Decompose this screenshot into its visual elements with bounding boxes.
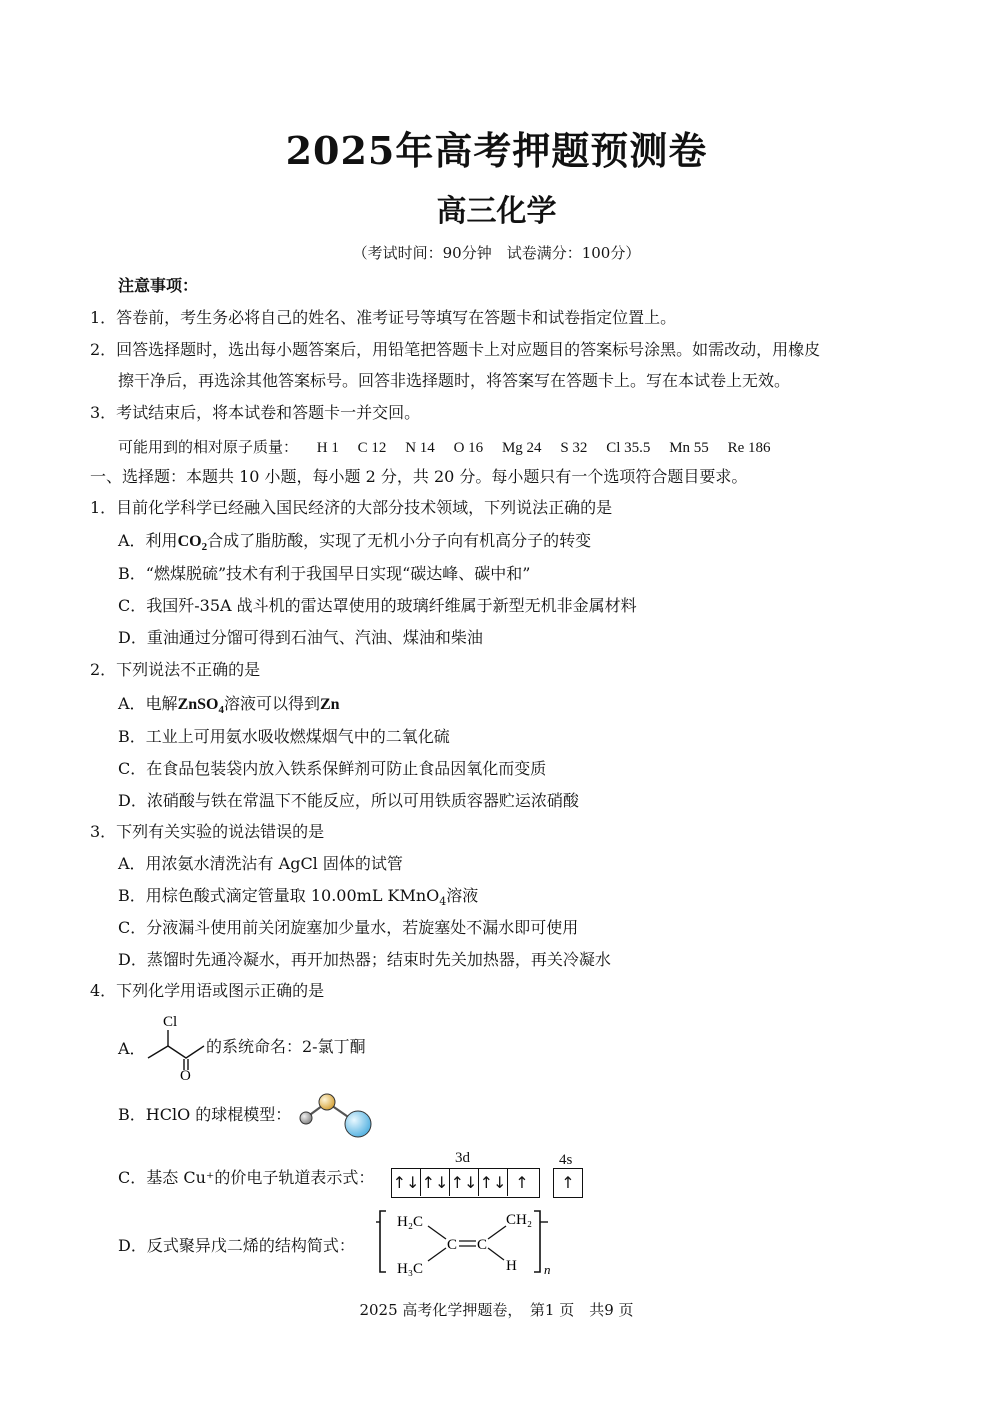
notes-heading: 注意事项： <box>118 276 199 295</box>
question-3-option-d: D．蒸馏时先通冷凝水，再开加热器；结束时先关加热器，再关冷凝水 <box>118 950 611 969</box>
ch2-label: CH₂ <box>506 1212 533 1228</box>
q2-a-prefix: A．电解 <box>118 694 178 713</box>
note-item-3: 3．考试结束后，将本试卷和答题卡一并交回。 <box>90 403 421 422</box>
question-2-option-d: D．浓硝酸与铁在常温下不能反应，所以可用铁质容器贮运浓硝酸 <box>118 791 579 810</box>
orbital-3d-1: ↑↓ <box>392 1169 421 1196</box>
orbital-label-4s: 4s <box>559 1152 573 1168</box>
orbital-3d-2: ↑↓ <box>421 1169 450 1196</box>
polyisoprene-structure <box>376 1208 562 1280</box>
orbital-3d-4: ↑↓ <box>479 1169 508 1196</box>
section-heading: 一、选择题：本题共 10 小题，每小题 2 分，共 20 分。每小题只有一个选项符合题目要求。 <box>90 467 748 486</box>
mass-c: C 12 <box>357 440 387 456</box>
q1-a-subscript: 2 <box>201 541 208 554</box>
q2-a-formula: ZnSO <box>177 696 219 713</box>
oxygen-label: O <box>180 1068 191 1082</box>
question-2-stem: 2．下列说法不正确的是 <box>90 660 261 679</box>
note-item-2: 2．回答选择题时，选出每小题答案后，用铅笔把答题卡上对应题目的答案标号涂黑。如需改动，用橡皮 <box>90 340 821 359</box>
note-item-1: 1．答卷前，考生务必将自己的姓名、准考证号等填写在答题卡和试卷指定位置上。 <box>90 308 677 327</box>
q2-a-formula-2: Zn <box>320 696 340 713</box>
question-1-option-c: C．我国歼-35A 战斗机的雷达罩使用的玻璃纤维属于新型无机非金属材料 <box>118 596 637 615</box>
q2-a-text: 溶液可以得到 <box>223 694 320 713</box>
orbital-box-4s <box>553 1168 583 1198</box>
repeat-n-label: n <box>544 1262 551 1277</box>
ball-stick-model <box>296 1088 378 1140</box>
oxygen-ball <box>319 1094 335 1110</box>
orbital-label-3d: 3d <box>455 1150 470 1166</box>
skeletal-formula-2-chlorobutanone <box>144 1008 206 1082</box>
question-4-option-c-text: C．基态 Cu⁺的价电子轨道表示式： <box>118 1168 375 1187</box>
hydrogen-ball <box>300 1112 312 1124</box>
mass-h: H 1 <box>316 440 339 456</box>
question-1-option-b: B．“燃煤脱硫”技术有利于我国早日实现“碳达峰、碳中和” <box>118 564 531 583</box>
h3c-label: H₃C <box>397 1261 424 1277</box>
mass-mn: Mn 55 <box>669 440 709 456</box>
question-4-option-b-text: B．HClO 的球棍模型： <box>118 1105 292 1124</box>
mass-cl: Cl 35.5 <box>606 440 651 456</box>
mass-mg: Mg 24 <box>501 440 542 456</box>
chlorine-label: Cl <box>163 1014 178 1030</box>
mass-s: S 32 <box>560 440 588 456</box>
question-3-option-a: A．用浓氨水清洗沾有 AgCl 固体的试管 <box>118 854 403 873</box>
atomic-masses <box>118 436 770 457</box>
q3-b-suffix: 溶液 <box>446 886 479 905</box>
question-3-option-c: C．分液漏斗使用前关闭旋塞加少量水，若旋塞处不漏水即可使用 <box>118 918 579 937</box>
page-title: 2025年高考押题预测卷 <box>285 128 708 173</box>
mass-o: O 16 <box>453 440 484 456</box>
question-2-option-a <box>118 694 340 720</box>
q3-b-text: B．用棕色酸式滴定管量取 10.00mL KMnO <box>118 886 440 905</box>
question-1-option-a <box>118 531 591 557</box>
mass-re: Re 186 <box>727 440 771 456</box>
question-4-option-d-text: D．反式聚异戊二烯的结构简式： <box>118 1236 355 1255</box>
orbital-4s-1: ↑ <box>561 1173 575 1192</box>
question-1-stem: 1．目前化学科学已经融入国民经济的大部分技术领域，下列说法正确的是 <box>90 498 613 517</box>
atomic-masses-label: 可能用到的相对原子质量： <box>118 438 299 456</box>
q1-a-text: 合成了脂肪酸，实现了无机小分子向有机高分子的转变 <box>207 531 592 550</box>
question-2-option-c: C．在食品包装袋内放入铁系保鲜剂可防止食品因氧化而变质 <box>118 759 547 778</box>
q1-a-formula: CO <box>177 533 202 550</box>
carbon-2-label: C <box>477 1237 488 1253</box>
mass-n: N 14 <box>405 440 435 456</box>
page-footer: 2025 高考化学押题卷， 第1 页 共9 页 <box>359 1301 634 1319</box>
question-4-option-a-text: 的系统命名：2-氯丁酮 <box>206 1037 366 1056</box>
question-4-stem: 4．下列化学用语或图示正确的是 <box>90 981 325 1000</box>
q3-b-subscript: 4 <box>439 895 447 909</box>
h-label: H <box>506 1258 517 1274</box>
h2c-label: H₂C <box>397 1214 424 1230</box>
q2-a-subscript: 4 <box>218 704 224 717</box>
orbital-3d-5: ↑ <box>515 1173 529 1192</box>
orbital-box-3d <box>391 1168 540 1198</box>
q1-a-prefix: A．利用 <box>118 531 178 550</box>
chlorine-ball <box>345 1111 371 1137</box>
question-4-option-a-label: A． <box>118 1039 146 1058</box>
note-item-2-cont: 擦干净后，再选涂其他答案标号。回答非选择题时，将答案写在答题卡上。写在本试卷上无效。 <box>118 371 791 390</box>
subject-title: 高三化学 <box>436 194 557 229</box>
question-2-option-b: B．工业上可用氨水吸收燃煤烟气中的二氧化硫 <box>118 727 450 746</box>
orbital-3d-3: ↑↓ <box>450 1169 479 1196</box>
question-1-option-d: D．重油通过分馏可得到石油气、汽油、煤油和柴油 <box>118 628 483 647</box>
carbon-1-label: C <box>447 1237 458 1253</box>
question-3-option-b <box>118 886 478 912</box>
exam-info: （考试时间：90分钟 试卷满分：100分） <box>352 244 641 262</box>
question-3-stem: 3．下列有关实验的说法错误的是 <box>90 822 325 841</box>
